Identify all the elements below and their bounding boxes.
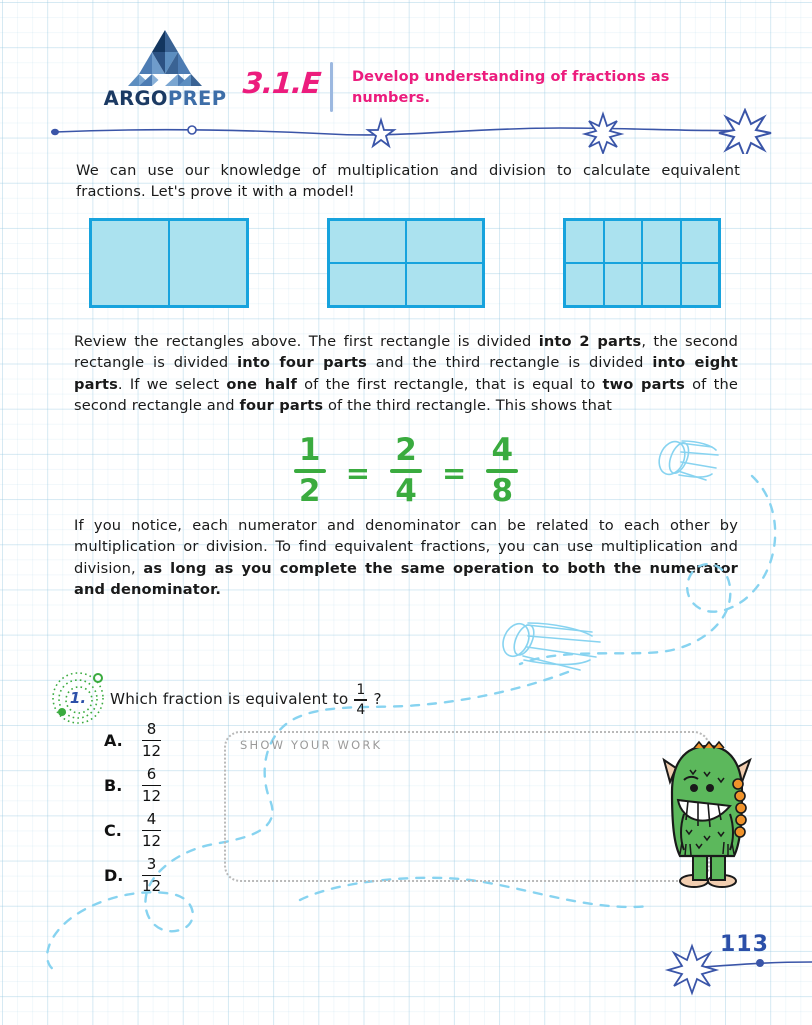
standard-code: 3.1.E xyxy=(241,66,322,100)
fraction-model-row xyxy=(0,218,812,310)
choice-fraction xyxy=(140,812,163,849)
emphasis-text: into eight parts xyxy=(74,354,739,393)
body-text: of the second rectangle and xyxy=(74,375,738,415)
equivalent-fraction-equation xyxy=(0,434,812,508)
bottom-swirl xyxy=(300,878,650,907)
question-prompt-fraction xyxy=(354,683,367,717)
rectangle-model-2-parts xyxy=(89,218,249,308)
rectangle-model-8-parts xyxy=(563,218,721,308)
answer-choice-list xyxy=(104,718,224,898)
denominator: 12 xyxy=(142,786,162,805)
answer-choice-c[interactable] xyxy=(104,808,224,853)
body-text: Review the rectangles above. The first rectangle is divided xyxy=(74,333,539,350)
body-text: If you notice, each numerator and denominator can be related to each other by multiplication or division. To find equivalent fractions, you can use multiplication and division, xyxy=(74,517,738,577)
numerator: 3 xyxy=(146,855,157,874)
question-prompt xyxy=(110,682,382,716)
emphasis-text: one half xyxy=(226,375,297,393)
body-text: of the third rectangle. This shows that xyxy=(323,397,613,415)
model-cell xyxy=(406,263,483,306)
argoprep-logo-icon xyxy=(128,28,202,86)
model-cell xyxy=(565,220,604,263)
denominator: 4 xyxy=(356,701,366,718)
equals-sign: = xyxy=(345,456,370,490)
question-number: 1. xyxy=(69,689,87,707)
argoprep-wordmark xyxy=(104,89,227,109)
model-cell xyxy=(604,263,643,306)
answer-choice-b[interactable] xyxy=(104,763,224,808)
answer-choice-d[interactable] xyxy=(104,853,224,898)
choice-letter: B. xyxy=(104,776,123,795)
model-cell xyxy=(565,263,604,306)
logo-word-prep: PREP xyxy=(167,87,227,110)
numerator: 2 xyxy=(395,432,417,468)
model-cell xyxy=(604,220,643,263)
model-cell xyxy=(642,263,681,306)
model-cell xyxy=(169,220,247,306)
denominator: 12 xyxy=(142,876,162,895)
standard-description: Develop understanding of fractions as numbers. xyxy=(352,69,670,107)
choice-letter: C. xyxy=(104,821,122,840)
denominator: 2 xyxy=(298,473,321,509)
body-text: and the third rectangle is divided xyxy=(367,354,653,372)
answer-choice-a[interactable] xyxy=(104,718,224,763)
comet-doodle-2 xyxy=(498,620,600,670)
green-monster-mascot-icon xyxy=(660,740,756,890)
model-cell xyxy=(91,220,169,306)
model-cell xyxy=(642,220,681,263)
body-text: of the first rectangle, that is equal to xyxy=(296,375,603,393)
header-rule-decoration xyxy=(0,108,812,154)
emphasis-text: four parts xyxy=(239,397,324,415)
emphasis-text: as long as you complete the same operation to both the numerator and denominator. xyxy=(74,559,738,599)
body-text: . If we select xyxy=(117,375,227,393)
denominator: 12 xyxy=(142,741,162,760)
intro-paragraph: We can use our knowledge of multiplication and division to calculate equivalent fractions. Let's prove it with a model! xyxy=(76,162,740,201)
model-cell xyxy=(681,220,720,263)
equals-sign: = xyxy=(442,456,467,490)
model-cell xyxy=(329,220,406,263)
choice-letter: A. xyxy=(104,731,123,750)
page-number: 113 xyxy=(720,932,769,957)
header-divider-bar xyxy=(330,62,333,112)
choice-fraction xyxy=(140,857,163,894)
emphasis-text: two parts xyxy=(602,375,685,393)
logo-word-argo: ARGO xyxy=(103,87,168,110)
model-cell xyxy=(329,263,406,306)
fraction-one-half xyxy=(294,434,326,508)
model-cell xyxy=(406,220,483,263)
show-your-work-area[interactable] xyxy=(224,731,710,882)
numerator: 4 xyxy=(146,810,157,829)
model-cell xyxy=(681,263,720,306)
denominator: 4 xyxy=(395,473,417,509)
numerator: 6 xyxy=(146,765,157,784)
numerator: 8 xyxy=(146,720,157,739)
choice-letter: D. xyxy=(104,866,124,885)
argoprep-logo xyxy=(104,28,226,114)
numerator: 1 xyxy=(356,682,366,698)
review-paragraph xyxy=(74,331,738,417)
question-prompt-text: Which fraction is equivalent to xyxy=(110,689,349,708)
emphasis-text: into 2 parts xyxy=(538,333,642,350)
emphasis-text: into four parts xyxy=(237,354,368,372)
summary-paragraph xyxy=(74,515,738,601)
show-your-work-label: SHOW YOUR WORK xyxy=(240,738,383,752)
numerator: 4 xyxy=(491,432,514,468)
question-prompt-suffix: ? xyxy=(373,689,382,708)
numerator: 1 xyxy=(298,432,321,468)
denominator: 8 xyxy=(491,473,514,509)
choice-fraction xyxy=(140,722,163,759)
fraction-two-fourths xyxy=(390,434,422,508)
choice-fraction xyxy=(140,767,163,804)
fraction-bar xyxy=(354,699,367,701)
page-header xyxy=(0,22,812,114)
body-text: , the second rectangle is divided xyxy=(74,333,738,372)
fraction-four-eighths xyxy=(486,434,518,508)
rectangle-model-4-parts xyxy=(327,218,485,308)
denominator: 12 xyxy=(142,831,162,850)
